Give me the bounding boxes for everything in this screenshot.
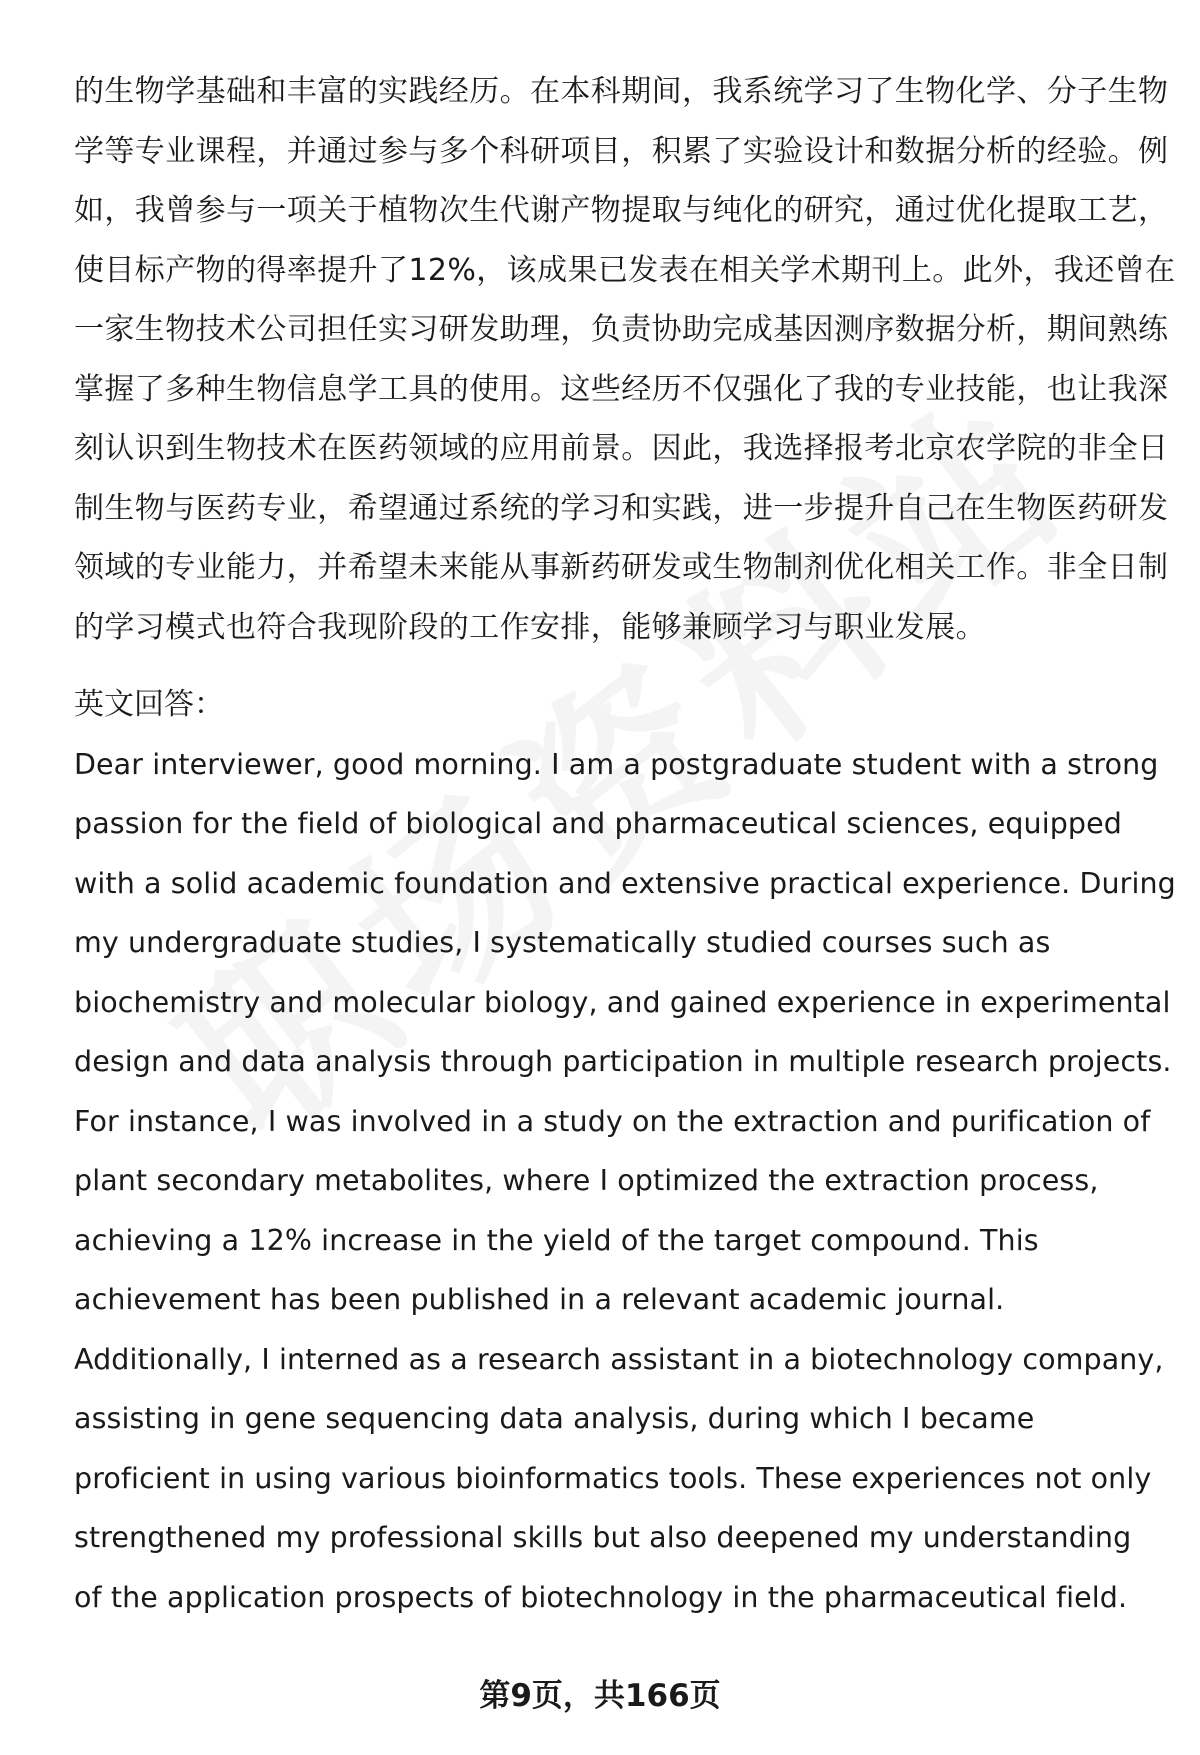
english-answer-label: 英文回答： xyxy=(74,687,224,722)
paragraph-line: achievement has been published in a relevant academic journal. xyxy=(74,1283,1005,1316)
paragraph-line: 刻认识到生物技术在医药领域的应用前景。因此，我选择报考北京农学院的非全日 xyxy=(74,431,1169,466)
paragraph-line: 制生物与医药专业，希望通过系统的学习和实践，进一步提升自己在生物医药研发 xyxy=(74,490,1169,526)
paragraph-line: assisting in gene sequencing data analysis, during which I became xyxy=(74,1402,1035,1435)
paragraph-line: Additionally, I interned as a research assistant in a biotechnology company, xyxy=(74,1342,1164,1376)
paragraph-line: biochemistry and molecular biology, and gained experience in experimental xyxy=(74,985,1171,1019)
english-answer-paragraph xyxy=(74,735,1176,1628)
paragraph-line: proficient in using various bioinformatics tools. These experiences not only xyxy=(74,1461,1152,1495)
paragraph-line: 的生物学基础和丰富的实践经历。在本科期间，我系统学习了生物化学、分子生物 xyxy=(74,74,1169,109)
paragraph-line: Dear interviewer, good morning. I am a postgraduate student with a strong xyxy=(74,747,1159,781)
paragraph-line: strengthened my professional skills but also deepened my understanding xyxy=(74,1521,1132,1554)
paragraph-line: plant secondary metabolites, where I optimized the extraction process, xyxy=(74,1164,1099,1197)
paragraph-line: 学等专业课程，并通过参与多个科研项目，积累了实验设计和数据分析的经验。例 xyxy=(74,133,1169,169)
page-number-footer: 第9页，共166页 xyxy=(479,1678,721,1714)
paragraph-line: 如，我曾参与一项关于植物次生代谢产物提取与纯化的研究，通过优化提取工艺， xyxy=(74,193,1169,228)
paragraph-line: For instance, I was involved in a study on the extraction and purification of xyxy=(74,1104,1151,1138)
paragraph-line: of the application prospects of biotechnology in the pharmaceutical field. xyxy=(74,1580,1128,1614)
paragraph-line: 一家生物技术公司担任实习研发助理，负责协助完成基因测序数据分析，期间熟练 xyxy=(74,312,1169,347)
paragraph-line: design and data analysis through participation in multiple research projects. xyxy=(74,1045,1172,1078)
paragraph-line: my undergraduate studies, I systematically studied courses such as xyxy=(74,926,1051,959)
paragraph-line: with a solid academic foundation and extensive practical experience. During xyxy=(74,866,1176,900)
paragraph-line: passion for the field of biological and pharmaceutical sciences, equipped xyxy=(74,807,1122,840)
paragraph-line: 掌握了多种生物信息学工具的使用。这些经历不仅强化了我的专业技能，也让我深 xyxy=(74,371,1169,407)
paragraph-line: 的学习模式也符合我现阶段的工作安排，能够兼顾学习与职业发展。 xyxy=(74,609,986,645)
paragraph-line: 使目标产物的得率提升了12%，该成果已发表在相关学术期刊上。此外，我还曾在 xyxy=(74,252,1176,288)
document-body xyxy=(74,62,1176,1627)
chinese-answer-paragraph xyxy=(74,62,1176,657)
paragraph-line: 领域的专业能力，并希望未来能从事新药研发或生物制剂优化相关工作。非全日制 xyxy=(74,550,1169,585)
paragraph-line: achieving a 12% increase in the yield of the target compound. This xyxy=(74,1223,1039,1257)
